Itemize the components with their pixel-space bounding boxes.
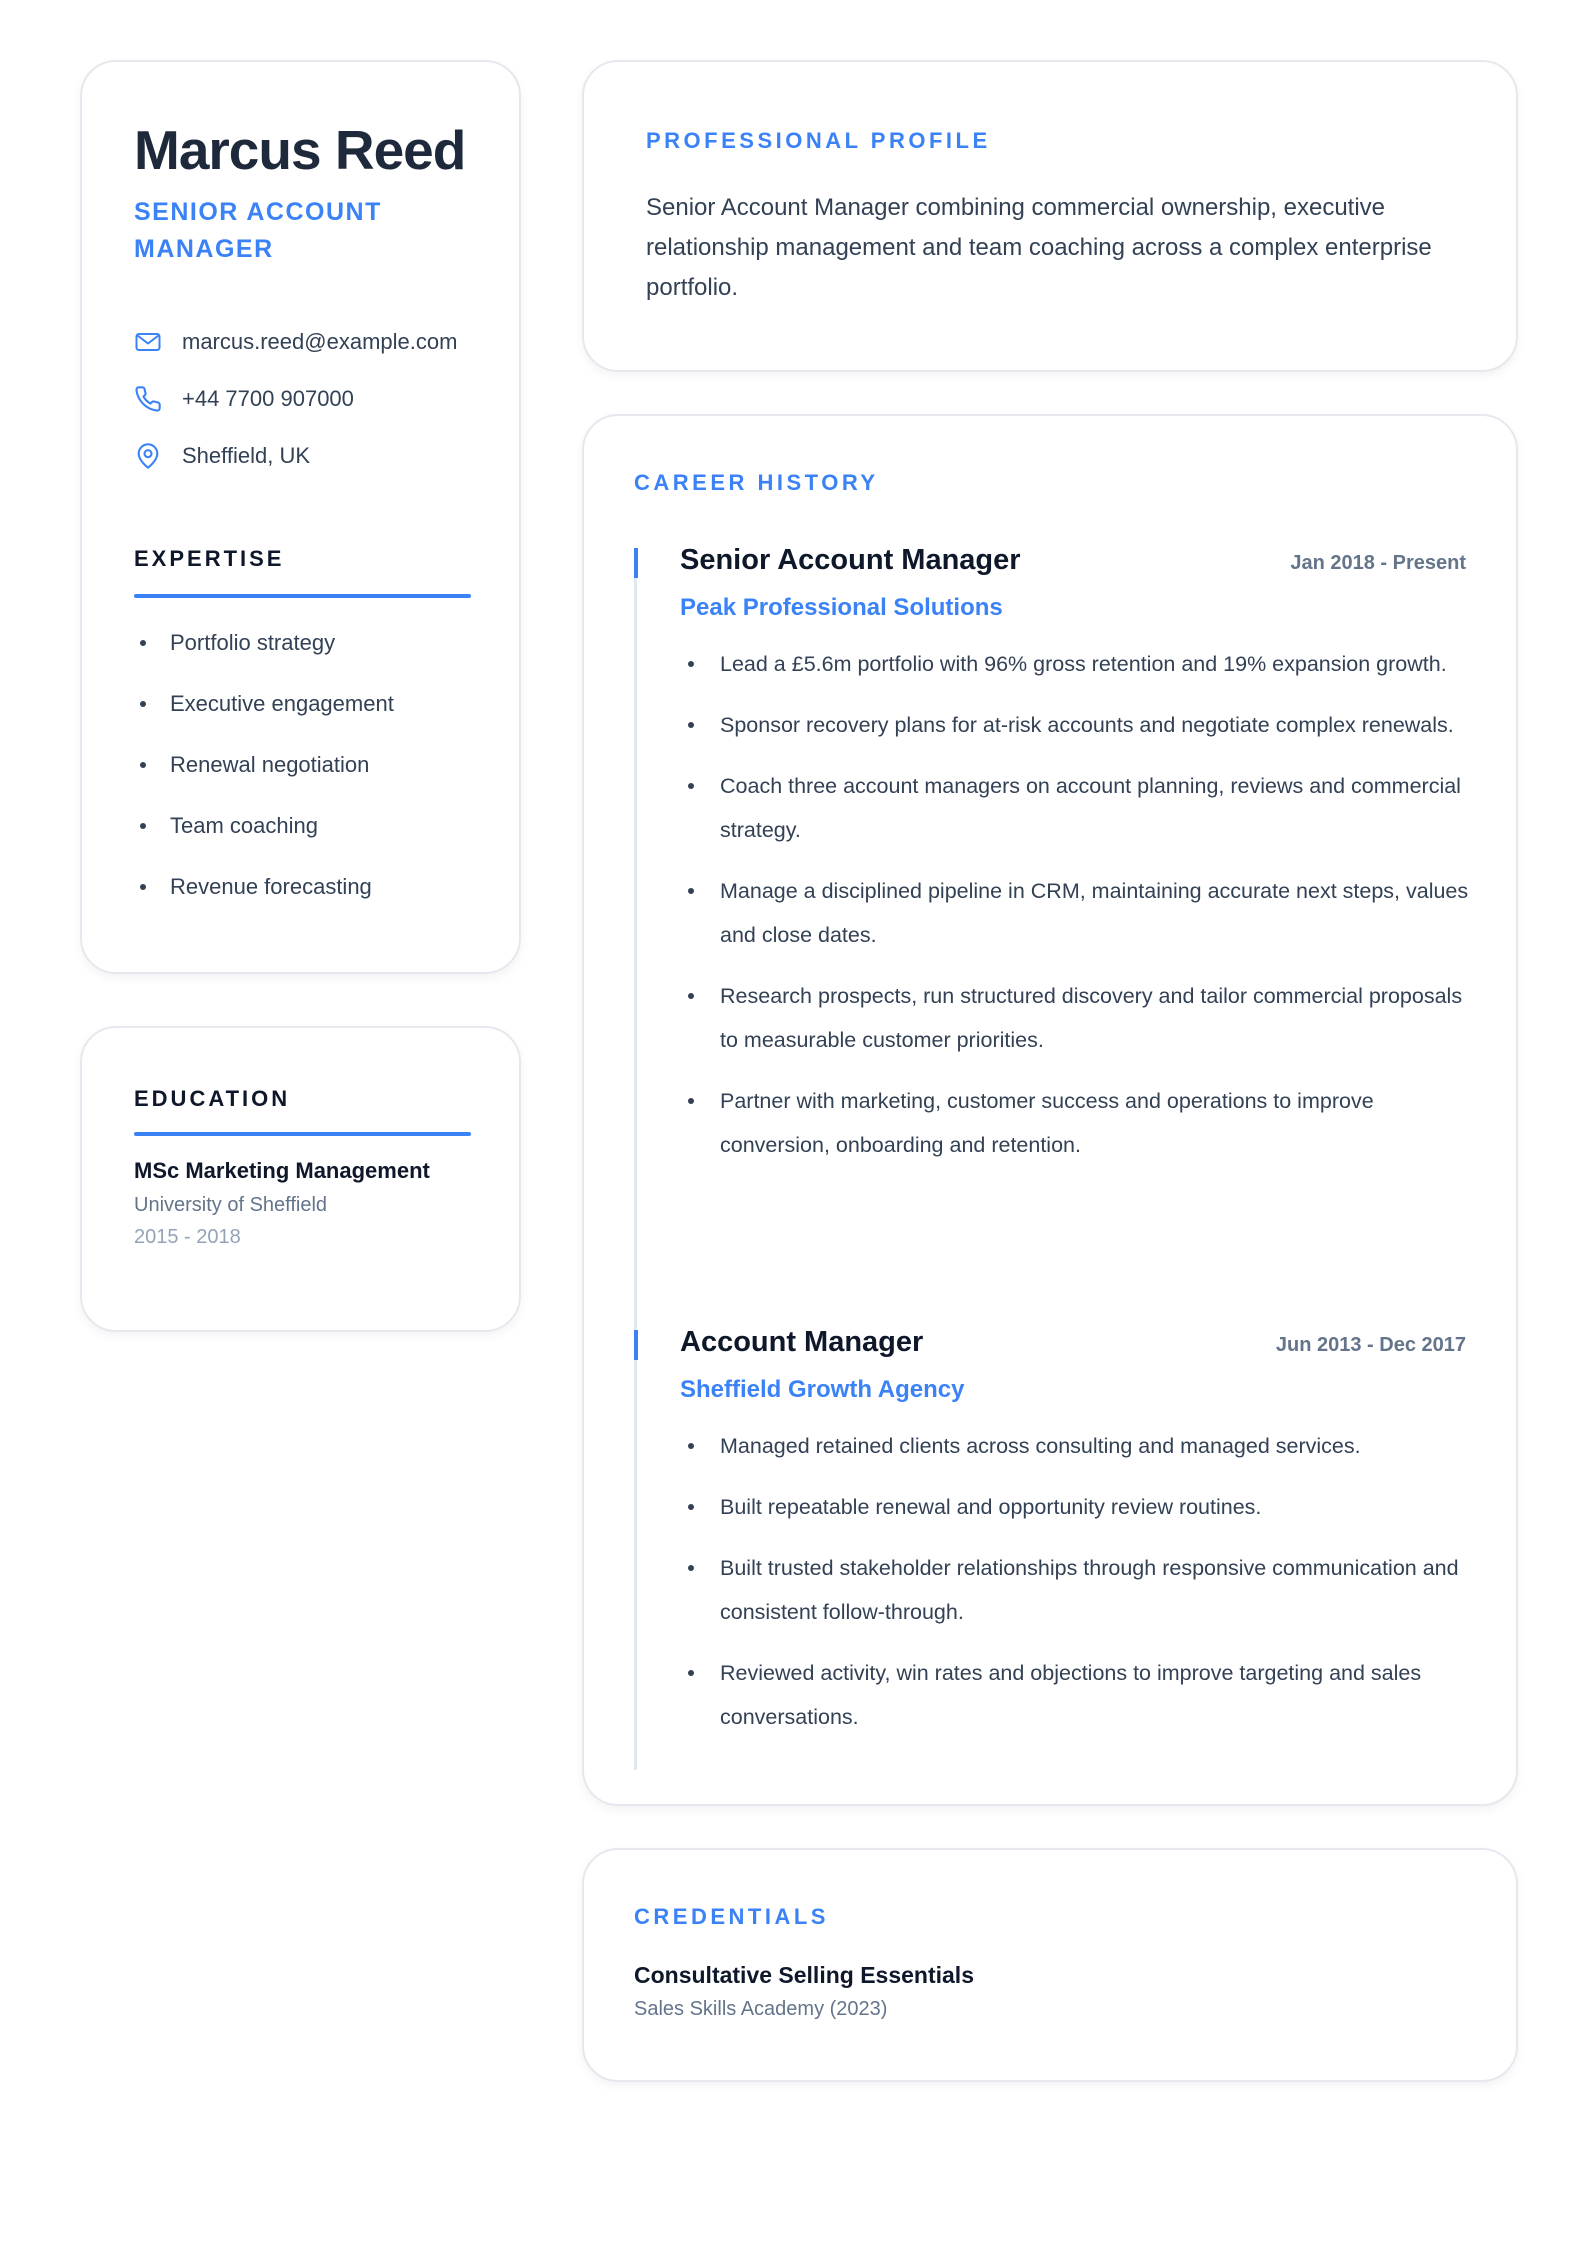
expertise-divider	[134, 594, 471, 598]
job-dates: Jun 2013 - Dec 2017	[1275, 1334, 1466, 1356]
job-bullet: Partner with marketing, customer success and operations to improve conversion, onboarding and retention.	[680, 1079, 1470, 1167]
expertise-item: Renewal negotiation	[134, 752, 369, 778]
education-divider	[134, 1132, 471, 1136]
bullet-dot	[140, 823, 146, 829]
job-title: Senior Account Manager	[680, 544, 1021, 576]
candidate-role: SENIOR ACCOUNT MANAGER	[134, 198, 382, 263]
job-timeline-marker	[634, 548, 638, 578]
education-card	[80, 1026, 521, 1332]
email-text: marcus.reed@example.com	[182, 329, 458, 354]
mail-icon	[134, 328, 162, 356]
expertise-heading: EXPERTISE	[134, 546, 285, 571]
job-bullet: Coach three account managers on account planning, reviews and commercial strategy.	[680, 764, 1470, 852]
credential-title: Consultative Selling Essentials	[634, 1962, 974, 1988]
expertise-item: Team coaching	[134, 813, 318, 839]
location-text: Sheffield, UK	[182, 443, 311, 468]
phone-text: +44 7700 907000	[182, 386, 354, 411]
identity-card	[80, 60, 521, 974]
credentials-card	[582, 1848, 1518, 2082]
education-years: 2015 - 2018	[134, 1226, 241, 1248]
profile-summary: Senior Account Manager combining commercial ownership, executive relationship management and team coaching across a complex enterprise portfolio.	[646, 194, 1432, 301]
job-bullet: Research prospects, run structured discovery and tailor commercial proposals to measurable customer priorities.	[680, 974, 1470, 1062]
education-heading: EDUCATION	[134, 1086, 291, 1111]
job-bullets	[680, 1424, 1470, 1756]
career-heading: CAREER HISTORY	[634, 470, 879, 495]
education-degree: MSc Marketing Management	[134, 1158, 430, 1183]
job-bullet: Reviewed activity, win rates and objections to improve targeting and sales conversations.	[680, 1651, 1470, 1739]
education-school: University of Sheffield	[134, 1194, 328, 1216]
job-bullets	[680, 642, 1470, 1184]
bullet-dot	[140, 701, 146, 707]
bullet-dot	[140, 762, 146, 768]
phone-icon	[134, 385, 162, 413]
job-timeline-marker	[634, 1330, 638, 1360]
job-dates: Jan 2018 - Present	[1290, 552, 1466, 574]
contact-location	[134, 436, 310, 476]
expertise-item: Revenue forecasting	[134, 874, 372, 900]
job-bullet: Sponsor recovery plans for at-risk accounts and negotiate complex renewals.	[680, 703, 1470, 747]
candidate-name: Marcus Reed	[134, 119, 466, 181]
contact-phone[interactable]	[134, 379, 354, 419]
profile-heading: PROFESSIONAL PROFILE	[646, 128, 991, 153]
career-card	[582, 414, 1518, 1806]
job-bullet: Lead a £5.6m portfolio with 96% gross retention and 19% expansion growth.	[680, 642, 1470, 686]
bullet-dot	[140, 640, 146, 646]
credential-issuer: Sales Skills Academy (2023)	[634, 1998, 888, 2020]
job-bullet: Manage a disciplined pipeline in CRM, maintaining accurate next steps, values and close dates.	[680, 869, 1470, 957]
job-company: Sheffield Growth Agency	[680, 1376, 965, 1403]
job-bullet: Built trusted stakeholder relationships through responsive communication and consistent follow-through.	[680, 1546, 1470, 1634]
job-bullet: Managed retained clients across consulting and managed services.	[680, 1424, 1470, 1468]
location-pin-icon	[134, 442, 162, 470]
job-bullet: Built repeatable renewal and opportunity review routines.	[680, 1485, 1470, 1529]
job-company: Peak Professional Solutions	[680, 594, 1003, 621]
bullet-dot	[140, 884, 146, 890]
job-timeline-line	[634, 548, 637, 1408]
expertise-item: Portfolio strategy	[134, 630, 335, 656]
credentials-heading: CREDENTIALS	[634, 1904, 829, 1929]
job-timeline-line	[634, 1330, 637, 1770]
job-title: Account Manager	[680, 1326, 924, 1358]
profile-card	[582, 60, 1518, 372]
contact-email[interactable]	[134, 322, 457, 362]
expertise-item: Executive engagement	[134, 691, 394, 717]
